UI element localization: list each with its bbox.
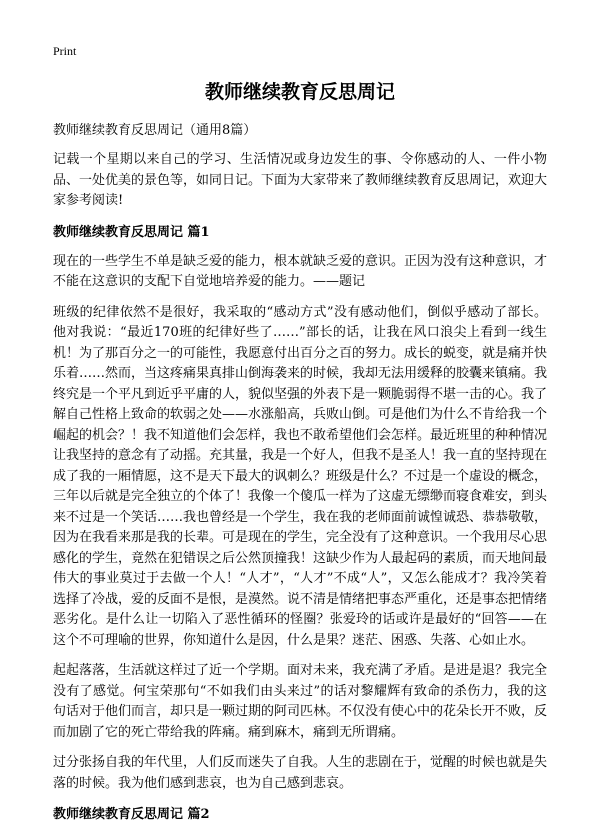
section-1-paragraph-1: 现在的一些学生不单是缺乏爱的能力，根本就缺乏爱的意识。正因为没有这种意识，才不能在这意识的支配下自觉地培养爱的能力。——题记: [53, 253, 548, 289]
print-label: Print: [53, 44, 77, 58]
intro-paragraph: 记载一个星期以来自己的学习、生活情况或身边发生的事、令你感动的人、一件小物品、一处优美的景色等，如同日记。下面为大家带来了教师继续教育反思周记，欢迎大家参考阅读!: [53, 152, 548, 208]
document-subtitle: 教师继续教育反思周记（通用8篇）: [53, 123, 257, 138]
section-1-paragraph-3: 起起落落，生活就这样过了近一个学期。面对未来，我充满了矛盾。是进是退？我完全没有了感觉。何宝荣那句“不如我们由头来过”的话对黎耀辉有致命的杀伤力，我的这句话对于他们而言，却只是一颗过期的阿司匹林。不仅没有使心中的花朵长开不败，反而加剧了它的死亡带给我的阵痛。痛到麻木，痛到无所谓痛。: [53, 663, 548, 740]
section-heading-1: 教师继续教育反思周记 篇1: [53, 224, 210, 240]
section-heading-2: 教师继续教育反思周记 篇2: [53, 807, 210, 822]
section-1-paragraph-2: 班级的纪律依然不是很好，我采取的“感动方式”没有感动他们，倒似乎感动了部长。他对我说：“最近170班的纪律好些了……”部长的话，让我在风口浪尖上看到一线生机！为了那百分之一的可能性，我愿意付出百分之百的努力。成长的蜕变，就是痛并快乐着……然而，当这疼痛果真排山倒海袭来的时候，我却无法用缓释的胶囊来镇痛。我终究是一个平凡到近乎平庸的人，貌似坚强的外表下是一颗脆弱得不堪一击的心。我了解自己性格上致命的软弱之处——水涨船高，兵败山倒。可是他们为什么不肯给我一个崛起的机会？！我不知道他们会怎样，我也不敢希望他们会怎样。最近班里的种种情况让我坚持的意念有了动摇。充其量，我是一个好人，但我不是圣人！我一直的坚持现在成了我的一厢情愿，这不是天下最大的讽刺么？班级是什么？不过是一个虚设的概念，三年以后就是完全独立的个体了！我像一个傻瓜一样为了这虚无缥缈而寝食难安，到头来不过是一个笑话……我也曾经是一个学生，我在我的老师面前诚惶诚恐、恭恭敬敬，因为在我看来那是我的长辈。可是现在的学生，完全没有了这种意识。一个我用尽心思感化的学生，竟然在犯错误之后公然顶撞我！这缺少作为人最起码的素质，而天地间最伟大的事业莫过于去做一个人！“人才”，“人才”不成“人”，又怎么能成才？我冷笑着选择了冷战，爱的反面不是恨，是漠然。说不清是情绪把事态严重化，还是事态把情绪恶劣化。是什么让一切陷入了恶性循环的怪圈？张爱玲的话或许是最好的“回答——在这个不可理喻的世界，你知道什么是因，什么是果？迷茫、困惑、失落、心如止水。: [53, 304, 548, 648]
section-1-paragraph-4: 过分张扬自我的年代里，人们反而迷失了自我。人生的悲剧在于，觉醒的时候也就是失落的时候。我为他们感到悲哀，也为自己感到悲哀。: [53, 755, 548, 791]
page-title: 教师继续教育反思周记: [204, 81, 395, 103]
